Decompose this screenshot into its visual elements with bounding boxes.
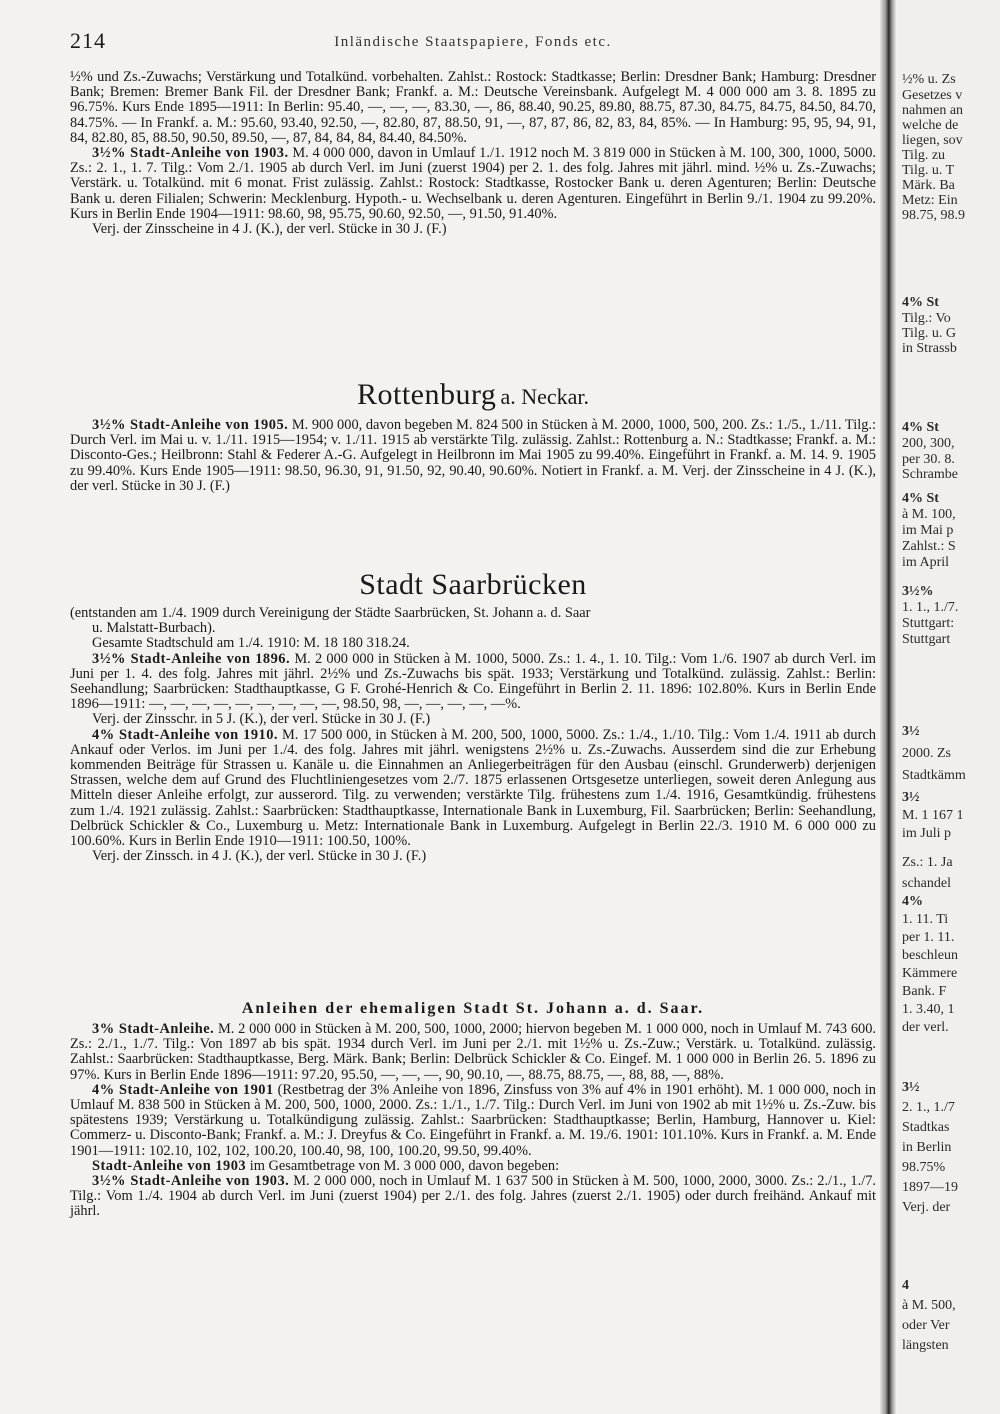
facing-page-line: 1. 1., 1./7. <box>902 600 959 615</box>
facing-page-line: Tilg. u. T <box>902 163 955 178</box>
loan-1896-paragraph <box>70 652 876 713</box>
loan-text: (Restbetrag der 3% Anleihe von 1896, Zinsfuss von 3% auf 4% in 1901 erhöht). M. 1 000 000, noch in Umlauf M. 838 500 in Stücken à M. 200, 500, 1000, 2000. Zs.: 1./1., 1./7. Tilg.: Durch Verl. im Juni von 1902 ab mit 1½% u. Zs.-Zuw. bis spätestens 1939; Verstärkung u. Totalkündigung zulässig. Zahlst.: Saarbrücken: Stadthauptkasse; Berlin, Hamburg, Hannover u. Kiel: Commerz- u. Disconto-Bank; Frankf. a. M.: J. Dreyfus & Co. Eingeführt in Frankf. a. M. 19./6. 1901: 101.10%. Kurs in Frankf. a. M. Ende 1901—1911: 102.10, 102, 102, 100.20, 100.40, 98, 100, 100.20, 99.50, 99.40%. <box>70 1081 876 1159</box>
facing-page-line: im Mai p <box>902 523 954 538</box>
loan-text: im Gesamtbetrage von M. 3 000 000, davon begeben: <box>249 1157 560 1174</box>
facing-page-line: liegen, sov <box>902 133 963 148</box>
facing-page-line: Tilg.: Vo <box>902 311 951 326</box>
facing-page-line: 1. 3.40, 1 <box>902 1002 955 1017</box>
loan-text: M. 2 000 000 in Stücken à M. 200, 500, 1000, 2000; hiervon begeben M. 1 000 000, noch in Umlauf M. 743 600. Zs.: 2./1., 1./7. Tilg.: Von 1897 ab bis spät. 1934 durch Verl. im Juni per 2./1. mit 1½% u. Zs.-Zuw.; Verstärk. u. Totalkünd. zulässig. Zahlst.: Saarbrücken: Stadthauptkasse, Berg. Märk. Bank; Berlin: Delbrück Schickler & Co. Eingef. M. 1 000 000 in Berlin 26. 5. 1896 zu 97%. Kurs in Berlin Ende 1896—1911: 97.20, 95.50, —, —, —, 90, 90.10, —, 88.75, 88.75, —, 88, 88, —, 88%. <box>70 1021 876 1083</box>
facing-page-line: Kämmere <box>902 966 958 981</box>
facing-page-line: Metz: Ein <box>902 193 958 208</box>
facing-page-line: Schrambe <box>902 467 958 482</box>
loan-text: M. 4 000 000, davon in Umlauf 1./1. 1912 noch M. 3 819 000 in Stücken à M. 100, 300, 1000, 5000. Zs.: 2. 1., 1. 7. Tilg.: Vom 2./1. 1905 ab durch Verl. im Juni (zuerst 1904) per 2. 1. des folg. Jahres mit jährl. mind. ½% u. Zs.-Zuwachs; Verstärk. u. Totalkünd. mit 6 monat. Frist zulässig. Zahlst.: Rostock: Stadtkasse, Rostocker Bank u. deren Agenturen; Berlin: Deutsche Bank u. deren Filialen; Schwerin: Mecklenburg. Hypoth.- u. Wechselbank u. deren Agenturen. Eingeführt in Berlin 9./1. 1904 zu 99.20%. Kurs in Berlin Ende 1904—1911: 98.60, 98, 95.75, 90.60, 92.50, —, 91.50, 91.40%. <box>70 145 876 222</box>
city-qualifier: a. Neckar. <box>500 384 589 409</box>
st-johann-heading: Anleihen der ehemaligen Stadt St. Johann a. d. Saar. <box>241 1000 705 1017</box>
facing-page-line: beschleun <box>902 948 958 963</box>
loan-title: Stadt-Anleihe von 1903 <box>92 1157 247 1174</box>
loan-title: 4% Stadt-Anleihe von 1910. <box>92 726 279 743</box>
debt-line: Gesamte Stadtschuld am 1./4. 1910: M. 18 180 318.24. <box>92 635 410 652</box>
facing-page-line: Märk. Ba <box>902 178 955 193</box>
facing-page-line: 1. 11. Ti <box>902 912 949 927</box>
st-johann-section <box>70 1022 876 1220</box>
loan-text: M. 17 500 000, in Stücken à M. 200, 500, 1000, 5000. Zs.: 1./4., 1./10. Tilg.: Vom 1./4. 1911 ab durch Ankauf oder Verlos. im Juni per 1./4. des folg. Jahres mit jährl. wenigstens 2½% u. Zs.-Zuwachs. Ausserdem sind die zur Erhebung kommenden Beiträge für Strassen u. Kanäle u. die Einnahmen an Anliegerbeiträgen für den Ausbau (einschl. Grunderwerb) derjenigen Strassen, welche dem auf Grund des Fluchtliniengesetzes vom 2./7. 1875 erlassenen Ortsgesetze unterliegen, soweit deren Anlegung aus Mitteln dieser Anleihe erfolgt, zur ausserord. Tilg. zu verwenden; verstärkte Tilg. frühestens zum 1./4. 1916, Gesamtkündig. frühestens zum 1./4. 1921 zulässig. Zahlst.: Saarbrücken: Stadthauptkasse, Internationale Bank in Luxemburg, Fil. Saarbrücken; Berlin: Seehandlung, Delbrück Schickler & Co., Luxemburg u. Metz: Internationale Bank in Luxemburg. Aufgelegt in Berlin 22./3. 1910 M. 6 000 000 zu 100.60%. Kurs in Berlin Ende 1910—1911: 100.50, 100%. <box>70 726 876 850</box>
city-name: Stadt Saarbrücken <box>359 568 587 601</box>
facing-page-line: oder Ver <box>902 1318 950 1333</box>
facing-page-line: Stadtkämm <box>902 768 966 783</box>
loan-text: M. 2 000 000 in Stücken à M. 1000, 5000. Zs.: 1. 4., 1. 10. Tilg.: Vom 1./6. 1907 ab durch Verl. im Juni per 1. 4. des folg. Jahres mit jährl. 2½% und Zs.-Zuwachs bis spät. 1933; Verstärkung und Totalkünd. zulässig. Zahlst.: Berlin: Seehandlung; Saarbrücken: Stadthauptkasse, G F. Grohé-Henrich & Co. Eingeführt in Berlin 2. 11. 1896: 102.80%. Kurs in Berlin Ende 1896—1911: —, —, —, —, —, —, —, —, —, 98.50, 98, —, —, —, —, —%. <box>70 650 876 713</box>
facing-page-line: in Strassb <box>902 341 957 356</box>
facing-page-line: 98.75, 98.9 <box>902 208 965 223</box>
facing-page-line: Zs.: 1. Ja <box>902 855 953 870</box>
city-heading-rottenburg <box>70 378 876 412</box>
loan-1903-paragraph <box>70 146 876 222</box>
facing-page-line: M. 1 167 1 <box>902 808 964 823</box>
running-title: Inländische Staatspapiere, Fonds etc. <box>334 34 612 50</box>
city-heading-saarbruecken <box>70 568 876 602</box>
facing-page-line: Stadtkas <box>902 1120 950 1135</box>
facing-page-line: per 1. 11. <box>902 930 955 945</box>
st-johann-loan-1903-total-paragraph <box>70 1159 876 1174</box>
book-gutter <box>880 0 896 1414</box>
facing-page-line: 3½ <box>902 790 920 805</box>
loan-title: 3% Stadt-Anleihe. <box>92 1021 215 1037</box>
loan-title: 3½% Stadt-Anleihe von 1903. <box>92 1173 290 1190</box>
verj-line: Verj. der Zinsschr. in 5 J. (K.), der verl. Stücke in 30 J. (F.) <box>92 711 431 728</box>
facing-page-line: in Berlin <box>902 1140 952 1155</box>
facing-page-line: 2000. Zs <box>902 746 951 761</box>
facing-page-line: Zahlst.: S <box>902 539 956 554</box>
loan-1910-paragraph <box>70 728 876 850</box>
facing-page-line: der verl. <box>902 1020 949 1035</box>
loan-text: M. 900 000, davon begeben M. 824 500 in Stücken à M. 2000, 1000, 500, 200. Zs.: 1./5., 1./11. Tilg.: Durch Verl. im Mai u. v. 1./11. 1915—1954; v. 1./11. 1915 ab verstärkte Tilg. zulässig. Zahlst.: Rottenburg a. N.: Stadtkasse; Frankf. a. M.: Disconto-Ges.; Heilbronn: Stahl & Federer A.-G. Aufgelegt in Heilbronn im Mai 1905 zu 99.40%. Eingeführt in Frankf. a. M. 14. 9. 1905 zu 99.40%. Kurs Ende 1905—1911: 98.50, 96.30, 91, 91.50, 92, 90.40, 90.60%. Notiert in Frankf. a. M. Verj. der Zinsscheine in 4 J. (K.), der verl. Stücke in 30 J. (F.) <box>70 417 876 494</box>
facing-page-line: Bank. F <box>902 984 947 999</box>
facing-page-line: schandel <box>902 876 951 891</box>
origin-line: u. Malstatt-Burbach). <box>92 620 216 637</box>
page-number: 214 <box>70 28 106 53</box>
facing-page-line: 3½% <box>902 584 934 599</box>
facing-page-line: 4% St <box>902 491 939 506</box>
facing-page-line: Stuttgart: <box>902 616 955 631</box>
verj-line: Verj. der Zinsscheine in 4 J. (K.), der verl. Stücke in 30 J. (F.) <box>92 221 447 238</box>
facing-page-line: à M. 500, <box>902 1298 956 1313</box>
facing-page-line: 3½ <box>902 724 920 739</box>
saarbruecken-section <box>70 606 876 864</box>
facing-page-line: 4% <box>902 894 923 909</box>
facing-page-line: per 30. 8. <box>902 452 955 467</box>
city-name: Rottenburg <box>356 378 497 411</box>
loan-title: 4% Stadt-Anleihe von 1901 <box>92 1081 274 1098</box>
facing-page-line: im Juli p <box>902 826 952 841</box>
facing-page-line: Verj. der <box>902 1200 951 1215</box>
continuation-paragraph: ½% und Zs.-Zuwachs; Verstärkung und Totalkünd. vorbehalten. Zahlst.: Rostock: Stadtkasse; Berlin: Dresdner Bank; Hamburg: Dresdner Bank; Bremen: Bremer Bank Fil. der Dresdner Bank; Frankf. a. M.: Deutsche Vereinsbank. Aufgelegt M. 4 000 000 am 3. 8. 1895 zu 96.75%. Kurs Ende 1895—1911: In Berlin: 95.40, —, —, —, 83.30, —, 86, 88.40, 90.25, 89.80, 88.75, 87.30, 84.75, 84.75, 84.50, 84.70, 84.75%. — In Frankf. a. M.: 95.60, 93.40, 92.50, —, 82.80, 87, 88.50, 91, —, 87, 87, 86, 82, 83, 84, 85%. — In Hamburg: 95, 95, 94, 91, 84, 82.80, 85, 88.50, 90.50, 89.50, —, 87, 84, 84, 84, 84.40, 84.50%. <box>70 69 876 146</box>
page-header <box>70 28 876 58</box>
st-johann-loan-paragraph <box>70 1022 876 1083</box>
rottenburg-section <box>70 418 876 494</box>
facing-page-line: nahmen an <box>902 103 964 118</box>
st-johann-loan-1903-paragraph <box>70 1174 876 1220</box>
facing-page-line: 1897—19 <box>902 1180 958 1195</box>
loan-title: 3½% Stadt-Anleihe von 1903. <box>92 145 289 162</box>
facing-page-line: 4% St <box>902 420 939 435</box>
facing-page-line: 2. 1., 1./7 <box>902 1100 955 1115</box>
facing-page-line: Tilg. zu <box>902 148 946 163</box>
facing-page-line: 200, 300, <box>902 436 955 451</box>
facing-page-line: welche de <box>902 118 959 133</box>
facing-page-fragment <box>898 0 1000 1414</box>
facing-page-line: 98.75% <box>902 1160 946 1175</box>
facing-page-line: Tilg. u. G <box>902 326 956 341</box>
rottenburg-loan-paragraph <box>70 418 876 494</box>
facing-page-line: im April <box>902 555 950 570</box>
verj-line: Verj. der Zinssch. in 4 J. (K.), der verl. Stücke in 30 J. (F.) <box>92 848 427 865</box>
continuation-section <box>70 70 876 237</box>
loan-title: 3½% Stadt-Anleihe von 1896. <box>92 650 291 667</box>
facing-page-line: Gesetzes v <box>902 88 963 103</box>
facing-page-line: 3½ <box>902 1080 920 1095</box>
loan-title: 3½% Stadt-Anleihe von 1905. <box>92 417 289 433</box>
st-johann-loan-1901-paragraph <box>70 1083 876 1159</box>
facing-page-line: 4% St <box>902 295 939 310</box>
facing-page-line: à M. 100, <box>902 507 956 522</box>
loan-text: M. 2 000 000, noch in Umlauf M. 1 637 500 in Stücken à M. 500, 1000, 2000, 3000. Zs.: 2./1., 1./7. Tilg.: Vom 1./4. 1904 ab durch Verl. im Juni (zuerst 1904) per 2./1. des folg. Jahres (zuerst 2./1. 1905) oder durch freihänd. Ankauf mit jährl. <box>70 1173 876 1220</box>
facing-page-line: längsten <box>902 1338 949 1353</box>
facing-page-line: 4 <box>902 1278 909 1293</box>
facing-page-line: ½% u. Zs <box>902 72 956 87</box>
facing-page-line: Stuttgart <box>902 632 951 647</box>
origin-line: (entstanden am 1./4. 1909 durch Vereinigung der Städte Saarbrücken, St. Johann a. d. Saar <box>70 605 591 621</box>
